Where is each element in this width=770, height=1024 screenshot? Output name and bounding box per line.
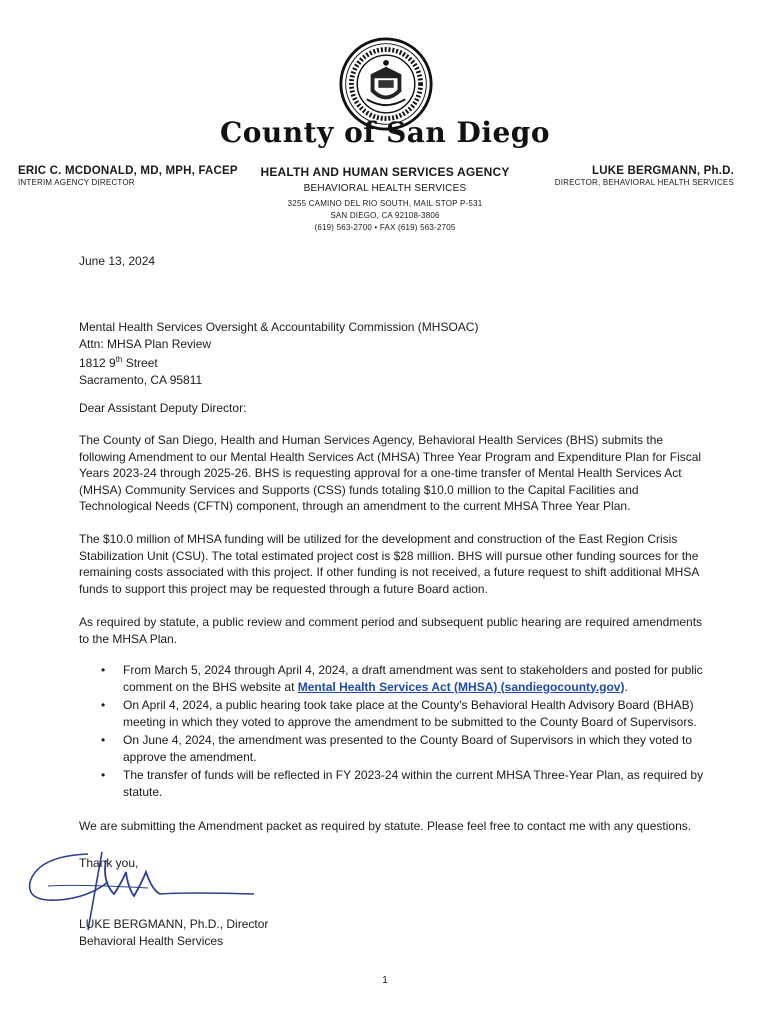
bhs-director-title: DIRECTOR, BEHAVIORAL HEALTH SERVICES bbox=[554, 178, 734, 187]
recipient-line-4: Sacramento, CA 95811 bbox=[79, 372, 203, 387]
phone-fax-line: (619) 563-2700 • FAX (619) 563-2705 bbox=[314, 223, 456, 232]
list-item bbox=[79, 662, 709, 695]
bullet-4-text: The transfer of funds will be reflected in FY 2023-24 within the current MHSA Three-Year Plan, as required by statute. bbox=[123, 768, 704, 799]
list-item bbox=[79, 732, 709, 765]
street-name: Street bbox=[122, 356, 158, 370]
paragraph-amendment-request: The County of San Diego, Health and Human Services Agency, Behavioral Health Services (BHS) submits the following Amendment to our Mental Health Services Act (MHSA) Three Year Program and Expenditure Plan for Fiscal Years 2023-24 through 2025-26. BHS is requesting approval for a one-time transfer of Mental Health Services Act (MHSA) Community Services and Supports (CSS) funds totaling $10.0 million to the Capital Facilities and Technological Needs (CFTN) component, through an amendment to the current MHSA Three Year Plan. bbox=[79, 433, 702, 513]
bullet-1-text: From March 5, 2024 through April 4, 2024, a draft amendment was sent to stakeholders and posted for public comment on the BHS website at bbox=[123, 663, 703, 694]
paragraph-funding-use: The $10.0 million of MHSA funding will be utilized for the development and construction of the East Region Crisis Stabilization Unit (CSU). The total estimated project cost is $28 million. BHS will pursue other funding sources for the remaining costs associated with this project. If other funding is not received, a future request to shift additional MHSA funds to support this project may be requested through a future Board action. bbox=[79, 532, 699, 596]
paragraph-statute: As required by statute, a public review and comment period and subsequent public hearing are required amendments to the MHSA Plan. bbox=[79, 615, 703, 646]
hearing-timeline-list bbox=[79, 662, 709, 802]
recipient-line-3 bbox=[79, 352, 709, 372]
bullet-3-text: On June 4, 2024, the amendment was presented to the County Board of Supervisors in which they voted to approve the amendment. bbox=[123, 733, 693, 764]
street-suffix-sup: th bbox=[115, 355, 123, 364]
agency-address bbox=[200, 198, 570, 234]
bullet-2-text: On April 4, 2024, a public hearing took take place at the County's Behavioral Health Advisory Board (BHAB) meeting in which they voted to approve the amendment to be submitted to the County Board of Supervisors. bbox=[123, 698, 697, 729]
closing-thanks: Thank you, bbox=[79, 856, 139, 870]
agency-name: HEALTH AND HUMAN SERVICES AGENCY bbox=[260, 165, 510, 179]
bullet-icon: • bbox=[101, 733, 106, 747]
bullet-icon: • bbox=[101, 768, 106, 782]
agency-director-title: INTERIM AGENCY DIRECTOR bbox=[18, 178, 135, 187]
address-line-2: SAN DIEGO, CA 92108-3806 bbox=[330, 211, 440, 220]
letter-date: June 13, 2024 bbox=[79, 254, 156, 268]
recipient-address bbox=[79, 319, 709, 388]
header-right-block bbox=[494, 165, 734, 187]
recipient-line-2: Attn: MHSA Plan Review bbox=[79, 336, 212, 351]
street-number: 1812 9 bbox=[79, 356, 116, 370]
address-line-1: 3255 CAMINO DEL RIO SOUTH, MAIL STOP P-531 bbox=[287, 199, 483, 208]
bullet-icon: • bbox=[101, 663, 106, 677]
bullet-1-end: . bbox=[624, 679, 628, 694]
department-name: BEHAVIORAL HEALTH SERVICES bbox=[303, 183, 467, 194]
recipient-line-1: Mental Health Services Oversight & Accountability Commission (MHSOAC) bbox=[79, 320, 479, 334]
bullet-icon: • bbox=[101, 698, 106, 712]
mhsa-website-link[interactable]: Mental Health Services Act (MHSA) (sandiegocounty.gov) bbox=[297, 679, 625, 694]
page-number: 1 bbox=[382, 975, 388, 986]
salutation: Dear Assistant Deputy Director: bbox=[79, 401, 247, 415]
list-item bbox=[79, 697, 709, 730]
bhs-director-name: LUKE BERGMANN, Ph.D. bbox=[592, 165, 734, 177]
closing-paragraph: We are submitting the Amendment packet as required by statute. Please feel free to contact me with any questions. bbox=[79, 819, 692, 833]
signer-title: Behavioral Health Services bbox=[79, 934, 224, 948]
county-name: County of San Diego bbox=[219, 116, 551, 149]
agency-director-name: ERIC C. MCDONALD, MD, MPH, FACEP bbox=[18, 165, 238, 177]
signer-name: LUKE BERGMANN, Ph.D., Director bbox=[79, 917, 269, 931]
list-item bbox=[79, 767, 709, 800]
